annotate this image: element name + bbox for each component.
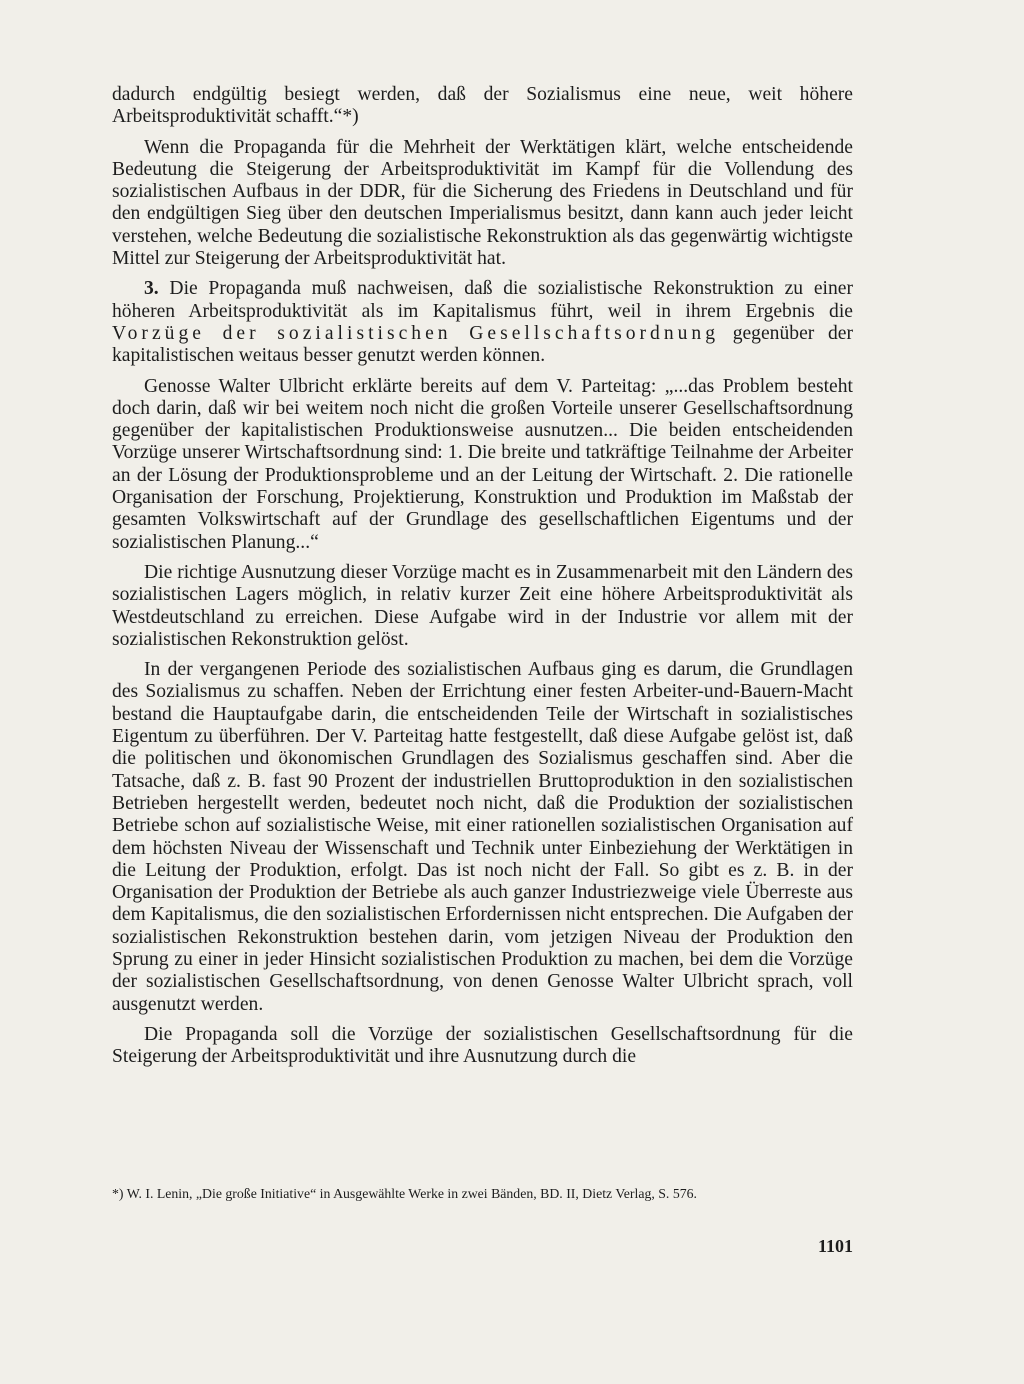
paragraph-3-emphasis: Vorzüge der sozialistischen Gesellschaftsordnung [112, 322, 720, 344]
paragraph-5: Die richtige Ausnutzung dieser Vorzüge macht es in Zusammenarbeit mit den Ländern des sozialistischen Lagers möglich, in relativ kurzer Zeit eine höhere Arbeitsproduktivität als Westdeutschland zu erreichen. Diese Aufgabe wird in der Industrie vor allem mit der sozialistischen Rekonstruktion gelöst. [112, 561, 853, 650]
paragraph-1: dadurch endgültig besiegt werden, daß der Sozialismus eine neue, weit höhere Arbeitsproduktivität schafft.“*) [112, 84, 853, 128]
paragraph-4: Genosse Walter Ulbricht erklärte bereits auf dem V. Parteitag: „...das Problem besteht doch darin, daß wir bei weitem noch nicht die großen Vorteile unserer Gesellschaftsordnung gegenüber der kapitalistischen Produktionsweise ausnutzen... Die beiden entscheidenden Vorzüge unserer Wirtschaftsordnung sind: 1. Die breite und tatkräftige Teilnahme der Arbeiter an der Lösung der Produktionsprobleme und an der Leitung der Wirtschaft. 2. Die rationelle Organisation der Forschung, Projektierung, Konstruktion und Produktion im Maßstab der gesamten Volkswirtschaft auf der Grundlage des gesellschaftlichen Eigentums und der sozialistischen Planung...“ [112, 375, 853, 553]
paragraph-2: Wenn die Propaganda für die Mehrheit der Werktätigen klärt, welche entscheidende Bedeutung die Steigerung der Arbeitsproduktivität im Kampf für die Vollendung des sozialistischen Aufbaus in der DDR, für die Sicherung des Friedens in Deutschland und für den endgültigen Sieg über den deutschen Imperialismus besitzt, dann kann auch jeder leicht verstehen, welche Bedeutung die sozialistische Rekonstruktion als das gegenwärtig wichtigste Mittel zur Steigerung der Arbeitsproduktivität hat. [112, 136, 853, 270]
paragraph-3-text-after: gegenüber der kapitalistischen weitaus besser genutzt werden können. [112, 322, 853, 367]
footnote: *) W. I. Lenin, „Die große Initiative“ in Ausgewählte Werke in zwei Bänden, BD. II, Dietz Verlag, S. 576. [112, 1186, 697, 1201]
paragraph-3 [112, 278, 853, 367]
paragraph-6: In der vergangenen Periode des sozialistischen Aufbaus ging es darum, die Grundlagen des Sozialismus zu schaffen. Neben der Errichtung einer festen Arbeiter-und-Bauern-Macht bestand die Hauptaufgabe darin, die entscheidenden Teile der Wirtschaft in sozialistisches Eigentum zu überführen. Der V. Parteitag hatte festgestellt, daß diese Aufgabe gelöst ist, daß die politischen und ökonomischen Grundlagen des Sozialismus geschaffen sind. Aber die Tatsache, daß z. B. fast 90 Prozent der industriellen Bruttoproduktion in den sozialistischen Betrieben hergestellt werden, bedeutet noch nicht, daß die Produktion der sozialistischen Betriebe schon auf sozialistische Weise, mit einer rationellen sozialistischen Organisation auf dem höchsten Niveau der Wissenschaft und Technik unter Einbeziehung der Werktätigen in die Leitung der Produktion, erfolgt. Das ist noch nicht der Fall. So gibt es z. B. in der Organisation der Produktion der Betriebe als auch ganzer Industriezweige viele Überreste aus dem Kapitalismus, die den sozialistischen Erfordernissen nicht entsprechen. Die Aufgaben der sozialistischen Rekonstruktion bestehen darin, vom jetzigen Niveau der Produktion den Sprung zu einer in jeder Hinsicht sozialistischen Produktion zu machen, bei dem die Vorzüge der sozialistischen Gesellschaftsordnung, von denen Genosse Walter Ulbricht sprach, voll ausgenutzt werden. [112, 659, 853, 1015]
paragraph-3-number: 3. [144, 278, 159, 300]
page-body [112, 84, 853, 1076]
page-number: 1101 [817, 1236, 853, 1256]
paragraph-3-text-before: Die Propaganda muß nachweisen, daß die sozialistische Rekonstruktion zu einer höheren Arbeitsproduktivität als im Kapitalismus führt, weil in ihrem Ergebnis die [112, 278, 853, 322]
paragraph-7: Die Propaganda soll die Vorzüge der sozialistischen Gesellschaftsordnung für die Steigerung der Arbeitsproduktivität und ihre Ausnutzung durch die [112, 1023, 853, 1068]
